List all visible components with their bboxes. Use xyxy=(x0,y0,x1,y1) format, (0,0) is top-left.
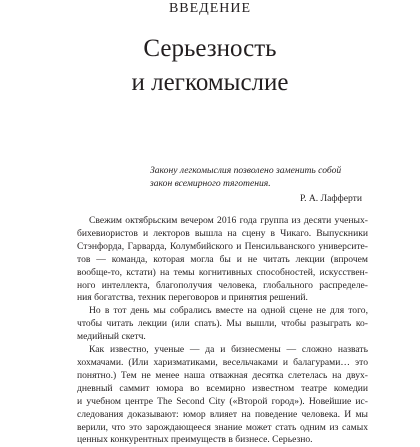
chapter-title xyxy=(0,32,420,100)
body-line: вообще-то, кстати) на темы когнитивных способностей, искусствен- xyxy=(77,266,368,278)
body-line: медийный скетч. xyxy=(77,331,146,343)
body-line: бихевиористов и лекторов вышла на сцену в Чикаго. Выпускники xyxy=(77,227,368,239)
body-line: ценных конкурентных преимуществ в бизнесе. Серьезно. xyxy=(77,434,313,446)
body-line: понятно.) Тем не менее наша отважная десятка слетелась на двух- xyxy=(77,369,368,381)
body-text xyxy=(77,215,368,447)
epigraph-quote xyxy=(150,165,362,190)
section-label: ВВЕДЕНИЕ xyxy=(168,1,252,16)
chapter-title-line-1: Серьезность xyxy=(143,35,277,62)
body-line: ния богатства, техник переговоров и принятия решений. xyxy=(77,292,308,304)
body-line: и учебном центре The Second City («Второй город»). Новейшие ис- xyxy=(77,395,368,407)
body-line: Стэнфорда, Гарварда, Колумбийского и Пенсильванского университе- xyxy=(77,240,368,252)
chapter-title-line-2: и легкомыслие xyxy=(131,69,289,96)
body-line: Свежим октябрьским вечером 2016 года группа из десяти ученых- xyxy=(89,215,368,226)
body-line: верили, что это зарождающееся знание может стать одним из самых xyxy=(77,421,368,433)
body-line: ного интеллекта, благополучия человека, глобального распределе- xyxy=(77,279,368,291)
body-line: тов — команда, которая могла бы и не читать лекции (впрочем xyxy=(77,253,368,265)
epigraph-line-2: закон всемирного тяготения. xyxy=(150,177,271,189)
body-line: чтобы читать лекции (или спать). Мы вышли, чтобы разыграть ко- xyxy=(77,318,368,330)
body-line: дневный саммит юмора во всемирно известном театре комедии xyxy=(77,382,368,394)
epigraph-line-1: Закону легкомыслия позволено заменить собой xyxy=(150,165,342,176)
body-line: хохмачами. (Или харизматиками, весельчаками и балагурами… это xyxy=(77,356,368,368)
body-line: Но в тот день мы собрались вместе на одной сцене не для того, xyxy=(89,305,368,317)
body-line: Как известно, ученые — да и бизнесмены — сложно назвать xyxy=(89,344,368,356)
epigraph-attribution: Р. А. Лафферти xyxy=(299,193,362,204)
body-line: следования доказывают: юмор влияет на поведение человека. И мы xyxy=(77,408,368,420)
